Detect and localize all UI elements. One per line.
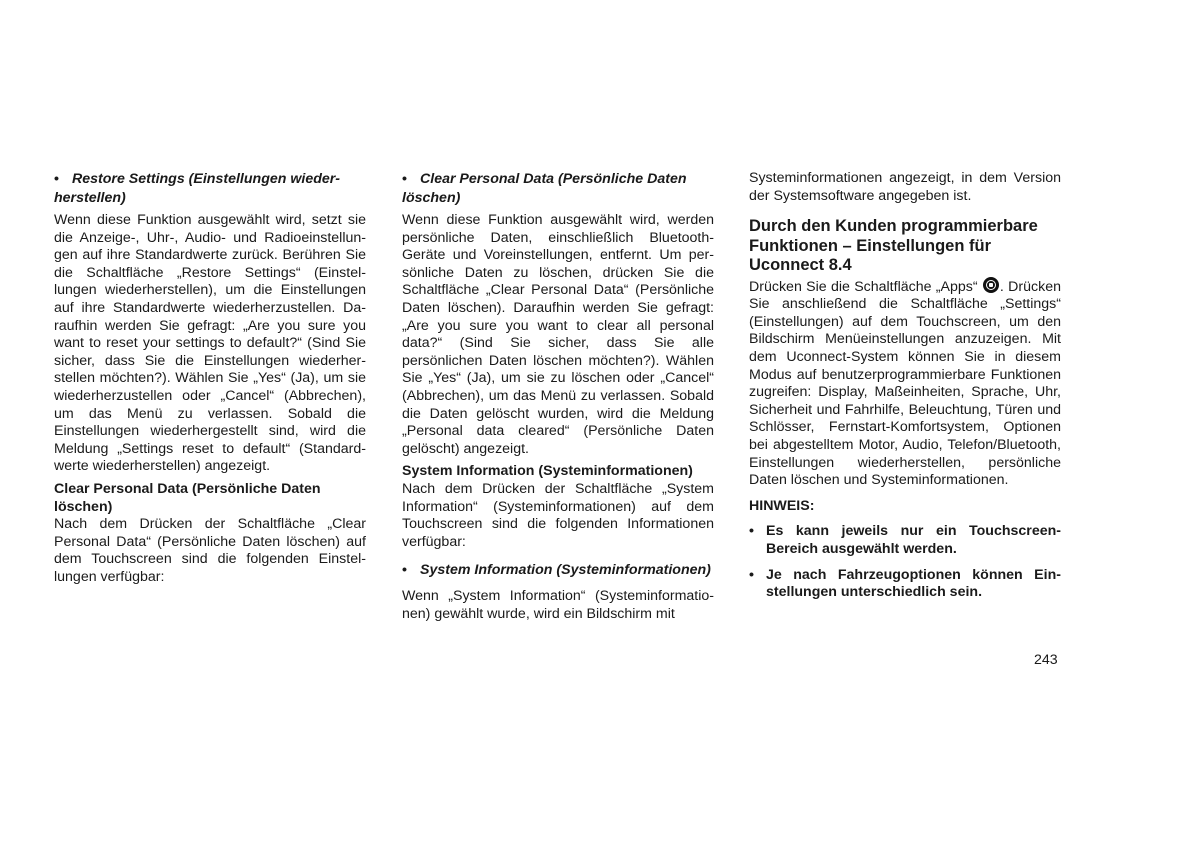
note-item [749,523,1061,558]
programmable-functions-paragraph [749,277,1061,490]
restore-settings-paragraph: Wenn diese Funktion ausgewählt wird, setzt sie die Anzeige-, Uhr-, Audio- und Radioeinstellungen auf ihre Standardwerte zurück. Berühren Sie die Schaltfläche „Restore Settings“ (Einstellungen wiederherstellen), um die Einstellungen auf ihre Standardwerte wiederherzustellen. Daraufhin werden Sie gefragt: „Are you sure you want to reset your settings to default?“ (Sind Sie sicher, dass Sie die Einstellungen wiederherstellen möchten?). Wählen Sie „Yes“ (Ja), um sie wiederherzustellen oder „Cancel“ (Abbrechen), um das Menü zu verlassen. Sobald die Einstellungen wiederhergestellt sind, wird die Meldung „Settings reset to default“ (Standardwerte wiederherstellen) angezeigt. [54,212,366,475]
clear-personal-data-subheading: Clear Personal Data (Persönliche Daten löschen) [54,480,321,515]
bullet-heading-text: Clear Personal Data (Persönliche Daten löschen) [402,171,687,206]
note-list [749,523,1061,601]
column-right [749,170,1061,610]
bullet-heading-clear-personal-data [402,170,714,208]
paragraph-text-before-icon: Drücken Sie die Schaltfläche „Apps“ [749,278,978,295]
bullet-heading-system-information [402,561,714,580]
bullet-dot: • [402,562,407,579]
clear-personal-data-intro-paragraph: Nach dem Drücken der Schaltfläche „Clear Personal Data“ (Persönliche Daten löschen) auf dem Touchscreen sind die folgenden Einstellungen verfügbar: [54,516,366,585]
column-left [54,170,366,591]
system-information-paragraph: Wenn „System Information“ (Systeminformationen) gewählt wurde, wird ein Bildschirm mit [402,588,714,622]
bullet-heading-text: System Information (Systeminformationen) [420,562,711,579]
system-information-subheading: System Information (Systeminformationen) [402,463,693,480]
system-information-continued-paragraph: Systeminformationen angezeigt, in dem Version der Systemsoftware angegeben ist. [749,170,1061,204]
bullet-heading-text: Restore Settings (Einstellungen wieder-herstellen) [54,171,341,206]
bullet-dot: • [402,171,407,187]
note-item [749,567,1061,602]
bullet-dot: • [54,171,59,187]
column-middle [402,170,714,628]
note-item-text: Je nach Fahrzeugoptionen können Einstellungen unterschiedlich sein. [766,566,1061,601]
bullet-dot: • [749,566,754,583]
paragraph-text-after-icon: . Drücken Sie anschließend die Schaltfläche „Settings“ (Einstellungen) auf dem Touchscreen, um den Bildschirm Menüeinstellungen anzuzeigen. Mit dem Uconnect-System können Sie in diesem Modus auf benutzerprogrammierbare Funktionen zugreifen: Display, Maßeinheiten, Sprache, Uhr, Sicherheit und Fahrhilfe, Beleuchtung, Türen und Schlösser, Fernstart-Komfortsystem, Optionen bei abgestelltem Motor, Audio, Telefon/Bluetooth, Einstellungen wiederherstellen, persönliche Daten löschen und Systeminformationen. [749,278,1061,489]
page-number: 243 [1034,652,1058,668]
bullet-dot: • [749,523,754,540]
note-item-text: Es kann jeweils nur ein Touchscreen-Bereich ausgewählt werden. [766,523,1061,557]
apps-icon [983,277,999,293]
clear-personal-data-paragraph: Wenn diese Funktion ausgewählt wird, werden persönliche Daten, einschließlich Bluetooth-Geräte und Voreinstellungen, entfernt. Um persönliche Daten zu löschen, drücken Sie die Schaltfläche „Clear Personal Data“ (Persönliche Daten löschen). Daraufhin werden Sie gefragt: „Are you sure you want to clear all personal data?“ (Sind Sie sicher, dass Sie alle persönlichen Daten löschen möchten?). Wählen Sie „Yes“ (Ja), um sie zu löschen oder „Cancel“ (Abbrechen), um das Menü zu verlassen. Sobald die Daten gelöscht wurden, wird die Meldung „Personal data cleared“ (Persönliche Daten gelöscht) angezeigt. [402,212,714,457]
note-heading: HINWEIS: [749,497,815,514]
section-heading-programmable-functions: Durch den Kunden programmierbare Funktionen – Einstellungen für Uconnect 8.4 [749,217,1038,275]
system-information-intro-paragraph: Nach dem Drücken der Schaltfläche „System Information“ (Systeminformationen) auf dem Touchscreen sind die folgenden Informationen verfügbar: [402,480,714,550]
bullet-heading-restore-settings [54,170,366,208]
